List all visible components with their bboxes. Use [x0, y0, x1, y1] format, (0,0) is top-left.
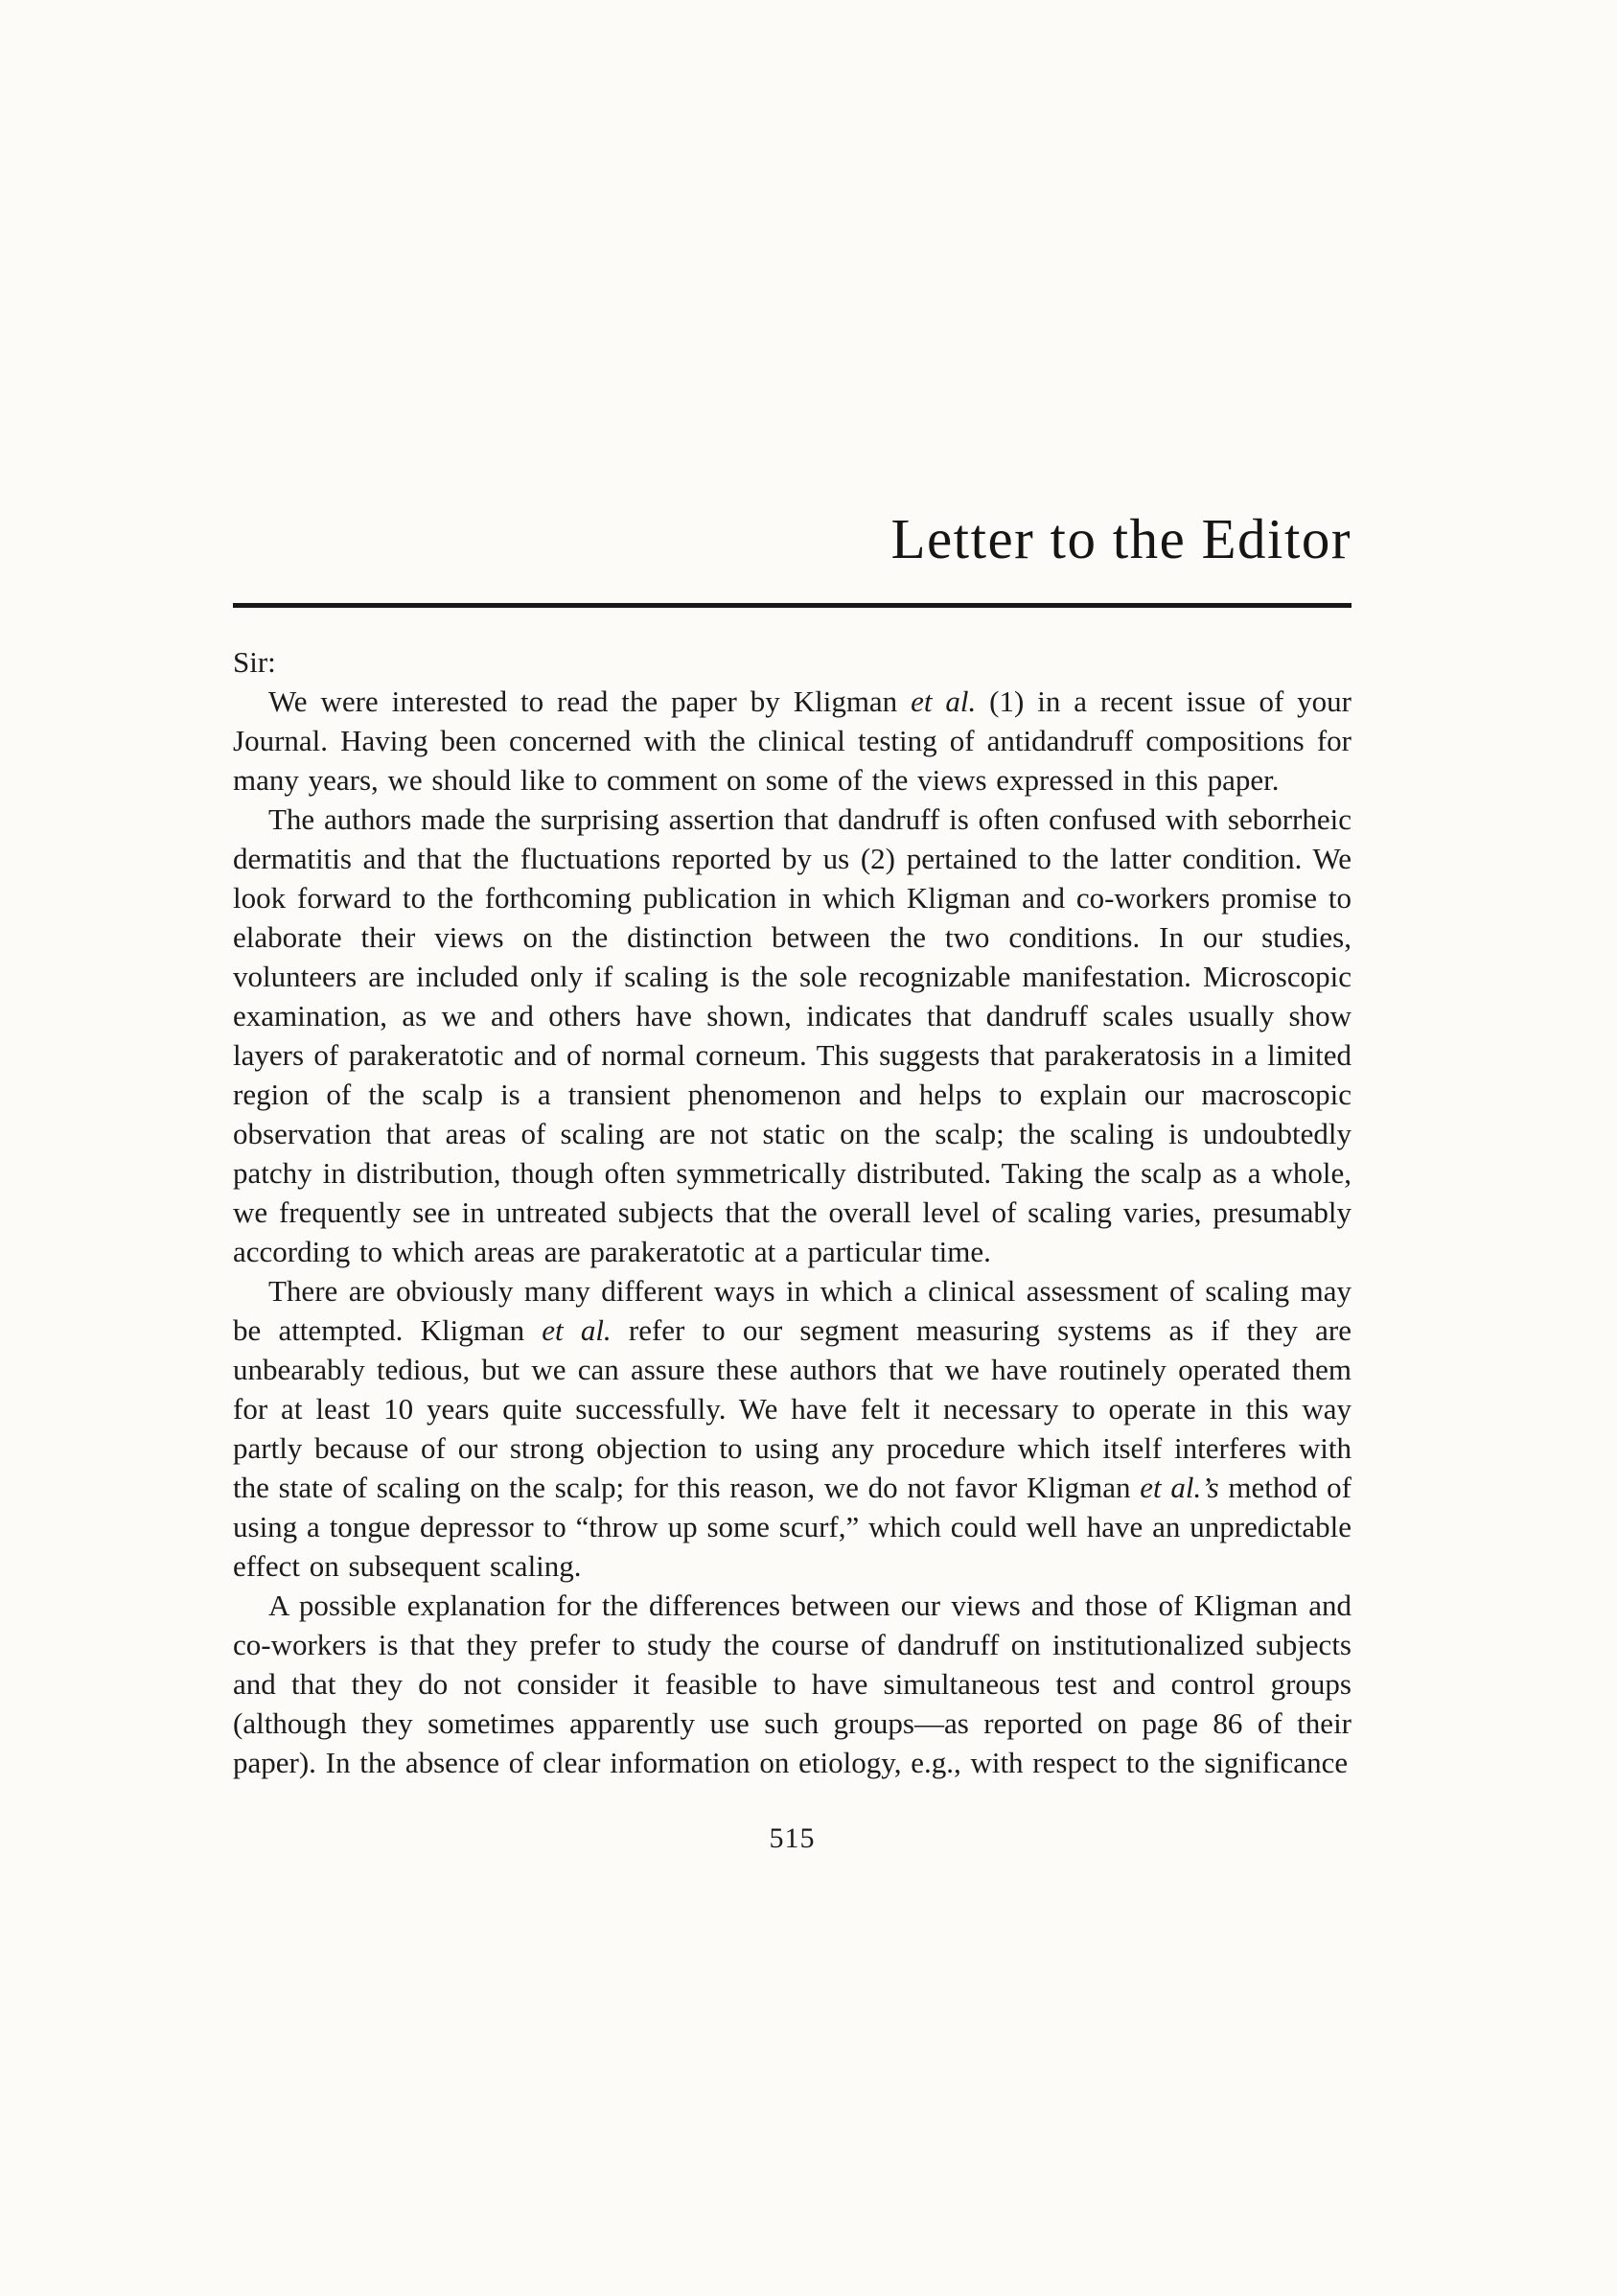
letter-paragraph: The authors made the surprising assertion that dandruff is often confused with seborrheic dermatitis and that the fluctuations reported by us (2) pertained to the latter condition. We look forward to the forthcoming publication in which Kligman and co-workers promise to elaborate their views on the distinction between the two conditions. In our studies, volunteers are included only if scaling is the sole recognizable manifestation. Microscopic examination, as we and others have shown, indicates that dandruff scales usually show layers of parakeratotic and of normal corneum. This suggests that parakeratosis in a limited region of the scalp is a transient phenomenon and helps to explain our macroscopic observation that areas of scaling are not static on the scalp; the scaling is undoubtedly patchy in distribution, though often symmetrically distributed. Taking the scalp as a whole, we frequently see in untreated subjects that the overall level of scaling varies, presumably according to which areas are parakeratotic at a particular time. — [233, 802, 1351, 1268]
page-title: Letter to the Editor — [890, 507, 1351, 570]
salutation: Sir: — [233, 645, 276, 679]
letter-paragraph: A possible explanation for the differences between our views and those of Kligman and co-workers is that they prefer to study the course of dandruff on institutionalized subjects and that they do not consider it feasible to have simultaneous test and control groups (although they sometimes apparently use such groups—as reported on page 86 of their paper). In the absence of clear information on etiology, e.g., with respect to the significance — [233, 1589, 1351, 1779]
letter-paragraph: We were interested to read the paper by Kligman et al. (1) in a recent issue of your Journal. Having been concerned with the clinical testing of antidandruff compositions for many years, we should like to comment on some of the views expressed in this paper. — [233, 684, 1352, 797]
page-number: 515 — [769, 1822, 816, 1854]
title-divider — [233, 603, 1351, 608]
page-content — [233, 0, 1351, 1855]
letter-body-text — [233, 642, 1351, 1782]
letter-paragraph: There are obviously many different ways in which a clinical assessment of scaling may be attempted. Kligman et al. refer to our segment measuring systems as if they are unbearably tedious, but we can assure these authors that we have routinely operated them for at least 10 years quite successfully. We have felt it necessary to operate in this way partly because of our strong objection to using any procedure which itself interferes with the state of scaling on the scalp; for this reason, we do not favor Kligman et al.’s method of using a tongue depressor to “throw up some scurf,” which could well have an unpredictable effect on subsequent scaling. — [233, 1274, 1351, 1583]
letter-body — [233, 682, 1351, 1782]
